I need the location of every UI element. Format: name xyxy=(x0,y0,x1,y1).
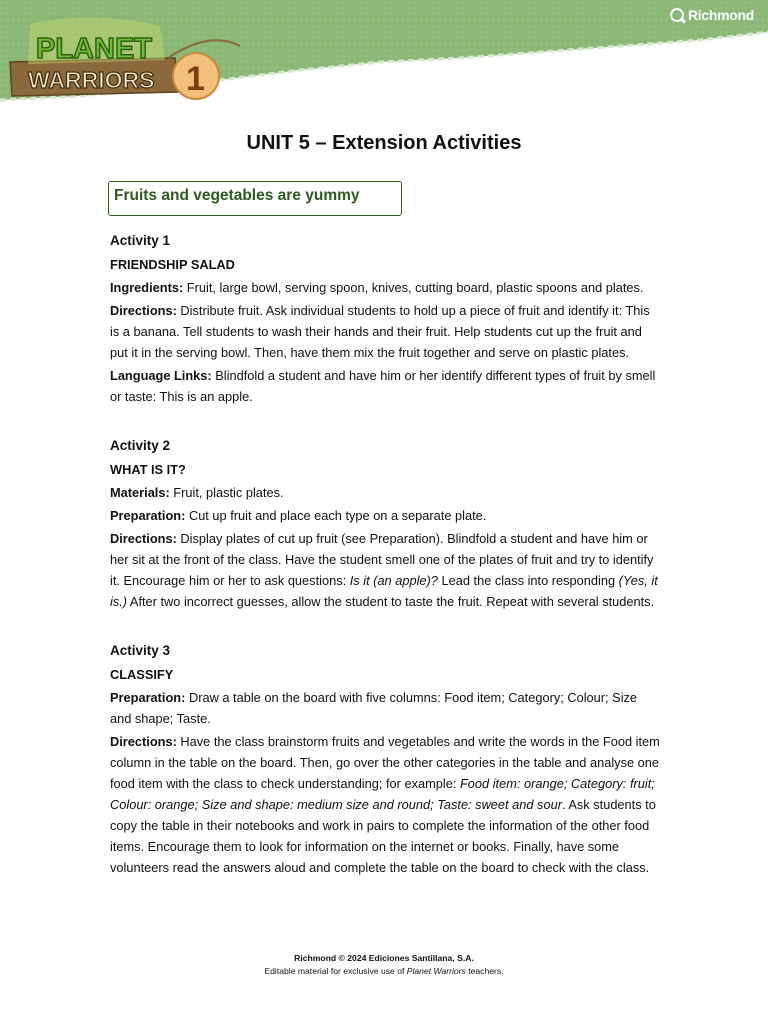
directions-label: Directions: xyxy=(110,734,177,749)
materials-paragraph xyxy=(110,482,660,503)
preparation-text: Draw a table on the board with five columns: Food item; Category; Colour; Size and shape; Taste. xyxy=(110,690,638,726)
footer-title: Planet Warriors xyxy=(406,966,466,976)
language-links-label: Language Links: xyxy=(110,368,212,383)
directions-text: Display plates of cut up fruit (see Preparation). Blindfold a student and have him or her sit at the front of the class. Have the student smell one of the plates of fruit and try to identify it. Encourage him or her to ask questions: xyxy=(110,531,654,588)
activity-heading: Activity 1 xyxy=(110,233,171,248)
ingredients-text: Fruit, large bowl, serving spoon, knives, cutting board, plastic spoons and plates. xyxy=(183,280,644,295)
directions-text: Have the class brainstorm fruits and vegetables and write the words in the Food item column in the table on the board. Then, go over the other categories in the table and analyse one food item with the class to check understanding; for example: xyxy=(110,734,660,791)
footer-usage-note xyxy=(0,966,768,976)
preparation-paragraph xyxy=(110,687,660,729)
directions-italic: (Yes, it is.) xyxy=(110,573,658,609)
header-banner xyxy=(0,0,768,130)
activity-heading: Activity 3 xyxy=(110,643,171,658)
directions-italic: Is it (an apple)? xyxy=(349,573,438,588)
language-links-text: Blindfold a student and have him or her identify different types of fruit by smell or taste: This is an apple. xyxy=(110,368,656,404)
directions-text: Distribute fruit. Ask individual students to hold up a piece of fruit and identify it: This is a banana. Tell students to wash their hands and their fruit. Help students cut up the fruit and put it in the serving bowl. Then, have them mix the fruit together and serve on plastic plates. xyxy=(110,303,650,360)
directions-text: After two incorrect guesses, allow the student to taste the fruit. Repeat with several students. xyxy=(127,594,655,609)
activities-content xyxy=(110,230,660,880)
materials-label: Materials: xyxy=(110,485,170,500)
activity-name: FRIENDSHIP SALAD xyxy=(110,257,235,272)
footer-text: Editable material for exclusive use of xyxy=(264,966,407,976)
page-title: UNIT 5 – Extension Activities xyxy=(246,132,522,154)
section-title-box xyxy=(108,181,402,216)
richmond-logo xyxy=(670,7,754,23)
activity-name: WHAT IS IT? xyxy=(110,462,186,477)
materials-text: Fruit, plastic plates. xyxy=(169,485,284,500)
directions-text: . Ask students to copy the table in their notebooks and work in pairs to complete the information of the other food items. Encourage them to look for information on the internet or books. Finally, have some volunteers read the answers aloud and complete the table on the board to check with the class. xyxy=(110,797,656,875)
directions-label: Directions: xyxy=(110,303,177,318)
footer-copyright: Richmond © 2024 Ediciones Santillana, S.A. xyxy=(294,953,474,963)
footer-text: teachers. xyxy=(465,966,504,976)
svg-text:1: 1 xyxy=(186,60,205,98)
preparation-label: Preparation: xyxy=(110,508,186,523)
brand-name: Richmond xyxy=(687,7,754,23)
directions-paragraph xyxy=(110,300,660,363)
directions-label: Directions: xyxy=(110,531,177,546)
svg-text:PLANET: PLANET xyxy=(36,33,152,65)
activity-2 xyxy=(110,435,660,612)
directions-paragraph xyxy=(110,731,660,878)
preparation-label: Preparation: xyxy=(110,690,186,705)
activity-3 xyxy=(110,640,660,878)
preparation-text: Cut up fruit and place each type on a separate plate. xyxy=(185,508,487,523)
section-title: Fruits and vegetables are yummy xyxy=(114,187,360,204)
activity-heading: Activity 2 xyxy=(110,438,171,453)
activity-1 xyxy=(110,230,660,407)
directions-italic: Food item: orange; Category: fruit; Colour: orange; Size and shape: medium size and round; Taste: sweet and sour xyxy=(110,776,655,812)
directions-paragraph xyxy=(110,528,660,612)
page-header xyxy=(0,0,768,130)
language-links-paragraph xyxy=(110,365,660,407)
activity-name: CLASSIFY xyxy=(110,667,174,682)
directions-text: Lead the class into responding xyxy=(437,573,619,588)
richmond-mark-icon xyxy=(670,8,684,22)
svg-text:WARRIORS: WARRIORS xyxy=(28,67,155,93)
ingredients-label: Ingredients: xyxy=(110,280,184,295)
preparation-paragraph xyxy=(110,505,660,526)
ingredients-paragraph xyxy=(110,277,660,298)
